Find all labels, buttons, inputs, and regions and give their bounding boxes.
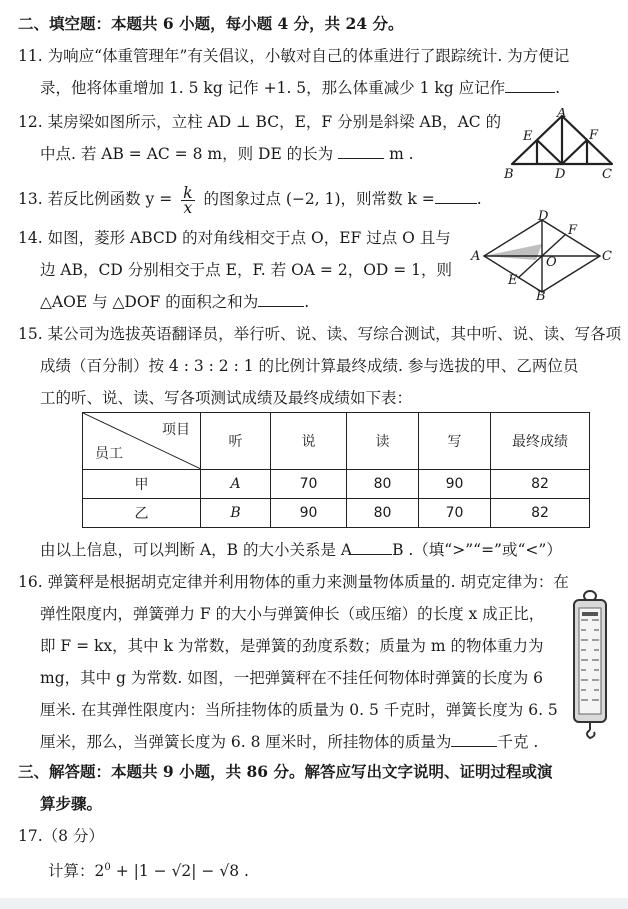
table-cell: 70 bbox=[419, 499, 491, 528]
table-cell: 90 bbox=[419, 470, 491, 499]
q17-calc-text-a: 计算：2 bbox=[48, 862, 105, 881]
table-cell: 80 bbox=[347, 499, 419, 528]
fig12-label-a: A bbox=[557, 108, 567, 121]
table-cell: 82 bbox=[491, 499, 590, 528]
q13-end: . bbox=[476, 190, 482, 208]
fig12-label-b: B bbox=[504, 167, 514, 180]
fig14-label-e: E bbox=[508, 273, 518, 288]
q17-calc bbox=[48, 858, 249, 881]
q11-end: . bbox=[555, 79, 561, 97]
table-cell: 70 bbox=[271, 470, 347, 499]
q15-answer-blank[interactable] bbox=[352, 540, 392, 555]
table-cell: 90 bbox=[271, 499, 347, 528]
q16-line5: 厘米. 在其弹性限度内：当所挂物体的质量为 0. 5 千克时，弹簧长度为 6. 5 bbox=[40, 701, 558, 719]
q16-line6 bbox=[40, 732, 538, 752]
table-cell: 82 bbox=[491, 470, 590, 499]
q14-answer-blank[interactable] bbox=[258, 292, 304, 307]
spring-scale-image bbox=[568, 590, 612, 740]
table-row bbox=[83, 499, 590, 528]
fig14-label-c: C bbox=[602, 249, 612, 264]
fig14-label-f: F bbox=[568, 223, 578, 238]
q16-text: 厘米，那么，当弹簧长度为 6. 8 厘米时，所挂物体的质量为 bbox=[40, 733, 452, 751]
table-cell: 乙 bbox=[83, 499, 201, 528]
section-title-solutions: 三、解答题：本题共 9 小题，共 86 分。解答应写出文字说明、证明过程或演 bbox=[18, 762, 553, 781]
q14-text: △AOE 与 △DOF 的面积之和为 bbox=[40, 293, 259, 311]
fig12-label-c: C bbox=[602, 167, 612, 180]
q12-unit: m . bbox=[389, 145, 414, 163]
table-header-cell: 最终成绩 bbox=[491, 413, 590, 470]
fig12-label-f: F bbox=[589, 128, 599, 143]
q15-after-line bbox=[40, 540, 562, 560]
table-cell: 80 bbox=[347, 470, 419, 499]
table-header-row bbox=[83, 413, 590, 470]
q13-answer-blank[interactable] bbox=[435, 189, 477, 204]
corner-label-item: 项目 bbox=[162, 422, 190, 438]
q12-text: 中点. 若 AB = AC = 8 m，则 DE 的长为 bbox=[40, 145, 334, 163]
q17-calc-text-b: + |1 − √2| − √8 . bbox=[115, 862, 249, 881]
fig12-label-d: D bbox=[555, 167, 566, 180]
q12-answer-blank[interactable] bbox=[338, 144, 384, 159]
q14-end: . bbox=[304, 293, 310, 311]
q15-line1: 15. 某公司为选拔英语翻译员，举行听、说、读、写综合测试，其中听、说、读、写各项 bbox=[18, 325, 622, 343]
q13-line bbox=[18, 183, 482, 217]
table-header-cell: 读 bbox=[347, 413, 419, 470]
q12-line1: 12. 某房梁如图所示，立柱 AD ⊥ BC，E，F 分别是斜梁 AB，AC 的 bbox=[18, 113, 502, 131]
table-cell: 甲 bbox=[83, 470, 201, 499]
table-header-cell: 写 bbox=[419, 413, 491, 470]
q13-text-b: 的图象过点 (−2, 1)，则常数 k = bbox=[203, 190, 435, 208]
q16-line4: mg，其中 g 为常数. 如图，一把弹簧秤在不挂任何物体时弹簧的长度为 6 bbox=[40, 669, 544, 687]
table-cell: B bbox=[201, 499, 271, 528]
table-corner-cell bbox=[83, 413, 201, 470]
q11-line1: 11. 为响应“体重管理年”有关倡议，小敏对自己的体重进行了跟踪统计. 为方便记 bbox=[18, 47, 570, 65]
section-title-solutions-line2: 算步骤。 bbox=[40, 794, 103, 813]
table-row bbox=[83, 470, 590, 499]
table-header-cell: 说 bbox=[271, 413, 347, 470]
section-title-fill-in: 二、填空题：本题共 6 小题，每小题 4 分，共 24 分。 bbox=[18, 14, 404, 33]
bottom-scroll-strip bbox=[0, 898, 628, 909]
q12-line2 bbox=[40, 144, 414, 164]
q11-answer-blank[interactable] bbox=[505, 78, 555, 93]
q13-text-a: 13. 若反比例函数 y = bbox=[18, 190, 173, 208]
q15-line2: 成绩（百分制）按 4 : 3 : 2 : 1 的比例计算最终成绩. 参与选拔的甲、乙两位员 bbox=[40, 357, 579, 375]
q14-line1: 14. 如图，菱形 ABCD 的对角线相交于点 O，EF 过点 O 且与 bbox=[18, 229, 451, 247]
q13-frac-num: k bbox=[183, 183, 193, 202]
q17-superscript: 0 bbox=[104, 862, 111, 873]
score-table bbox=[82, 412, 590, 528]
q13-fraction bbox=[181, 183, 194, 217]
q16-unit: 千克 . bbox=[497, 733, 539, 751]
rhombus-figure bbox=[470, 210, 620, 302]
q16-line2: 弹性限度内，弹簧弹力 F 的大小与弹簧伸长（或压缩）的长度 x 成正比， bbox=[40, 605, 545, 623]
q17-header: 17.（8 分） bbox=[18, 827, 104, 845]
corner-label-staff: 员工 bbox=[95, 446, 123, 462]
fig12-label-e: E bbox=[523, 129, 533, 144]
q15-line3: 工的听、说、读、写各项测试成绩及最终成绩如下表： bbox=[40, 389, 413, 407]
q15-after-text-a: 由以上信息，可以判断 A，B 的大小关系是 A bbox=[40, 541, 353, 559]
q11-line2 bbox=[40, 78, 560, 98]
fig14-label-b: B bbox=[536, 289, 546, 302]
q15-after-text-b: B .（填“>”“=”或“<”） bbox=[392, 541, 562, 559]
fig14-label-a: A bbox=[471, 249, 481, 264]
table-cell: A bbox=[201, 470, 271, 499]
roof-beam-figure bbox=[500, 108, 620, 180]
fig14-label-d: D bbox=[538, 210, 549, 224]
q13-frac-den: x bbox=[183, 198, 193, 217]
q14-line2: 边 AB，CD 分别相交于点 E，F. 若 OA = 2，OD = 1，则 bbox=[40, 261, 453, 279]
q16-answer-blank[interactable] bbox=[451, 732, 497, 747]
q16-line3: 即 F = kx，其中 k 为常数，是弹簧的劲度系数；质量为 m 的物体重力为 bbox=[40, 637, 544, 655]
q11-text: 录，他将体重增加 1. 5 kg 记作 +1. 5，那么体重减少 1 kg 应记作 bbox=[40, 79, 506, 97]
table-header-cell: 听 bbox=[201, 413, 271, 470]
fig14-label-o: O bbox=[546, 255, 557, 270]
q16-line1: 16. 弹簧秤是根据胡克定律并利用物体的重力来测量物体质量的. 胡克定律为：在 bbox=[18, 573, 569, 591]
q14-line3 bbox=[40, 292, 309, 312]
